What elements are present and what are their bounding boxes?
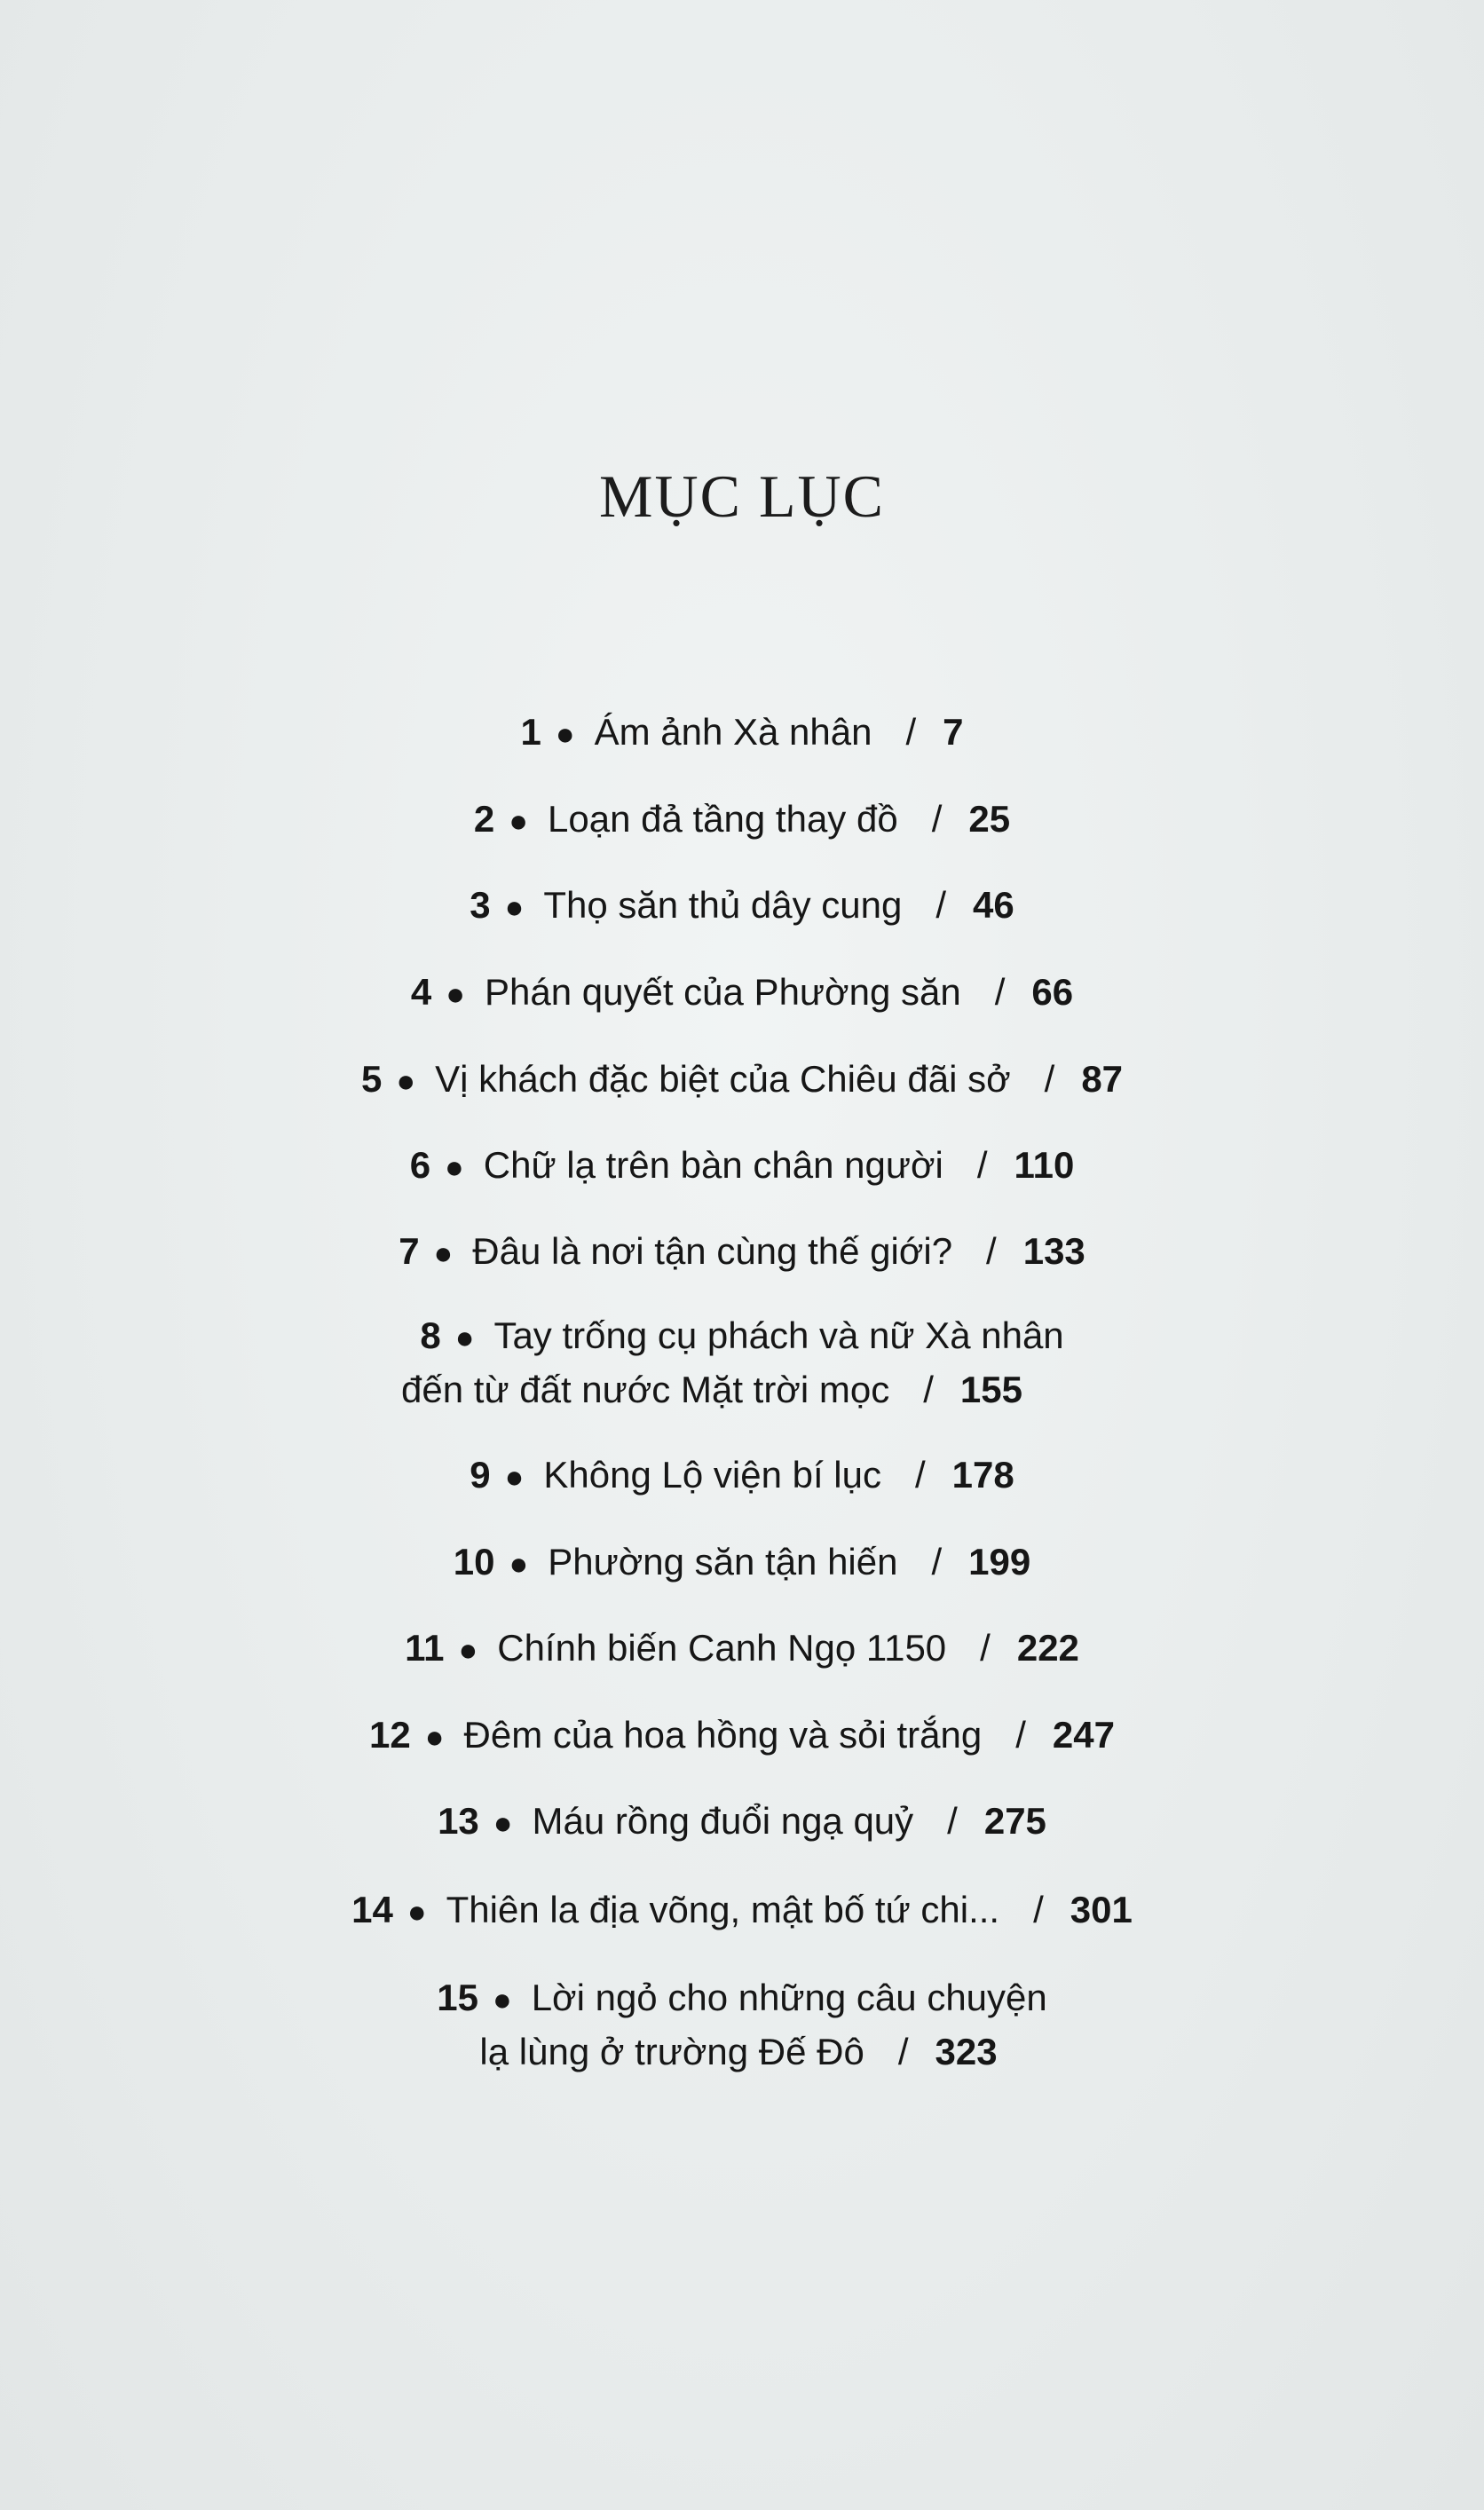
separator: / [914, 1454, 926, 1496]
chapter-number: 9 [470, 1454, 491, 1496]
toc-entry-8 [0, 1309, 1484, 1362]
chapter-number: 8 [420, 1314, 441, 1356]
bullet: ● [446, 975, 465, 1012]
chapter-title: Loạn đả tầng thay đồ [548, 798, 898, 840]
chapter-number: 13 [438, 1800, 479, 1842]
separator: / [1044, 1058, 1055, 1100]
chapter-title: Phường săn tận hiến [548, 1541, 898, 1583]
chapter-number: 10 [453, 1541, 495, 1583]
toc-entry-9 [0, 1448, 1484, 1502]
chapter-title: Thọ săn thủ dây cung [543, 884, 903, 926]
bullet: ● [555, 715, 575, 752]
page-number: 199 [968, 1541, 1031, 1583]
separator: / [923, 1369, 934, 1410]
toc-entry-15-continued [0, 2025, 1480, 2079]
toc-entry-12 [0, 1709, 1484, 1762]
chapter-title: Ám ảnh Xà nhân [594, 711, 872, 753]
chapter-number: 11 [405, 1627, 445, 1669]
page-number: 222 [1016, 1627, 1079, 1669]
bullet: ● [454, 1319, 475, 1355]
toc-entry-2 [0, 793, 1484, 846]
separator: / [897, 2031, 909, 2072]
toc-entry-7 [0, 1225, 1484, 1278]
toc-entry-15 [0, 1971, 1484, 2025]
page-number: 155 [959, 1369, 1022, 1410]
page-number: 178 [951, 1454, 1014, 1496]
chapter-title: Chính biến Canh Ngọ 1150 [497, 1627, 947, 1669]
chapter-number: 4 [410, 971, 432, 1013]
toc-entry-5 [0, 1053, 1484, 1106]
chapter-title: Phán quyết của Phường săn [485, 971, 961, 1013]
page-number: 7 [943, 711, 964, 753]
bullet: ● [509, 1545, 529, 1582]
separator: / [986, 1230, 997, 1272]
separator: / [1033, 1889, 1044, 1930]
page-number: 46 [973, 884, 1014, 926]
toc-entry-4 [0, 966, 1484, 1019]
separator: / [935, 884, 946, 926]
chapter-title: Vị khách đặc biệt của Chiêu đãi sở [435, 1058, 1011, 1100]
bullet: ● [493, 1804, 513, 1841]
chapter-number: 6 [409, 1144, 431, 1186]
chapter-title-line-2: lạ lùng ở trường Đế Đô [479, 2031, 864, 2072]
bullet: ● [396, 1062, 416, 1099]
chapter-number: 5 [360, 1058, 383, 1100]
page-number: 133 [1022, 1230, 1085, 1272]
chapter-number: 14 [351, 1889, 393, 1930]
chapter-title: Thiên la địa võng, mật bố tứ chi... [446, 1889, 1000, 1930]
page-number: 323 [935, 2031, 998, 2072]
bullet: ● [407, 1893, 427, 1930]
chapter-title: Đâu là nơi tận cùng thế giới? [472, 1230, 953, 1272]
bullet: ● [433, 1235, 454, 1271]
separator: / [931, 1541, 943, 1583]
bullet: ● [509, 802, 529, 839]
separator: / [976, 1144, 988, 1186]
toc-entry-13 [0, 1795, 1484, 1848]
toc-entry-6 [0, 1139, 1484, 1192]
chapter-title: Máu rồng đuổi ngạ quỷ [532, 1800, 914, 1842]
chapter-number: 2 [473, 798, 495, 840]
page-number: 247 [1052, 1714, 1115, 1756]
chapter-title: Lời ngỏ cho những câu chuyện [531, 1977, 1047, 2018]
toc-entry-10 [0, 1535, 1484, 1589]
toc-entry-14 [0, 1883, 1484, 1937]
chapter-title-line-2: đến từ đất nước Mặt trời mọc [401, 1369, 890, 1410]
bullet: ● [492, 1981, 512, 2017]
separator: / [931, 798, 943, 840]
chapter-number: 3 [470, 884, 491, 926]
toc-entry-3 [0, 879, 1484, 932]
chapter-title: Đêm của hoa hồng và sỏi trắng [463, 1714, 983, 1756]
page-title: MỤC LỤC [599, 462, 885, 530]
chapter-number: 1 [520, 711, 541, 753]
separator: / [1015, 1714, 1026, 1756]
separator: / [994, 971, 1006, 1013]
page-number: 301 [1070, 1889, 1133, 1930]
toc-entry-8-continued [0, 1363, 1454, 1417]
chapter-title: Tay trống cụ phách và nữ Xà nhân [493, 1314, 1064, 1356]
toc-entry-1 [0, 706, 1484, 759]
separator: / [905, 711, 917, 753]
toc-entry-11 [0, 1622, 1484, 1675]
chapter-number: 7 [399, 1230, 420, 1272]
chapter-title: Không Lộ viện bí lục [543, 1454, 881, 1496]
bullet: ● [504, 888, 525, 925]
bullet: ● [504, 1458, 525, 1495]
bullet: ● [458, 1631, 478, 1668]
page-number: 25 [968, 798, 1011, 840]
page-number: 66 [1031, 971, 1074, 1013]
chapter-number: 15 [437, 1977, 478, 2018]
chapter-title: Chữ lạ trên bàn chân người [483, 1144, 943, 1186]
page-number: 110 [1014, 1144, 1075, 1186]
page-number: 275 [983, 1800, 1046, 1842]
separator: / [980, 1627, 991, 1669]
chapter-number: 12 [369, 1714, 411, 1756]
bullet: ● [445, 1148, 464, 1185]
separator: / [947, 1800, 958, 1842]
page-number: 87 [1081, 1058, 1124, 1100]
bullet: ● [424, 1718, 445, 1755]
